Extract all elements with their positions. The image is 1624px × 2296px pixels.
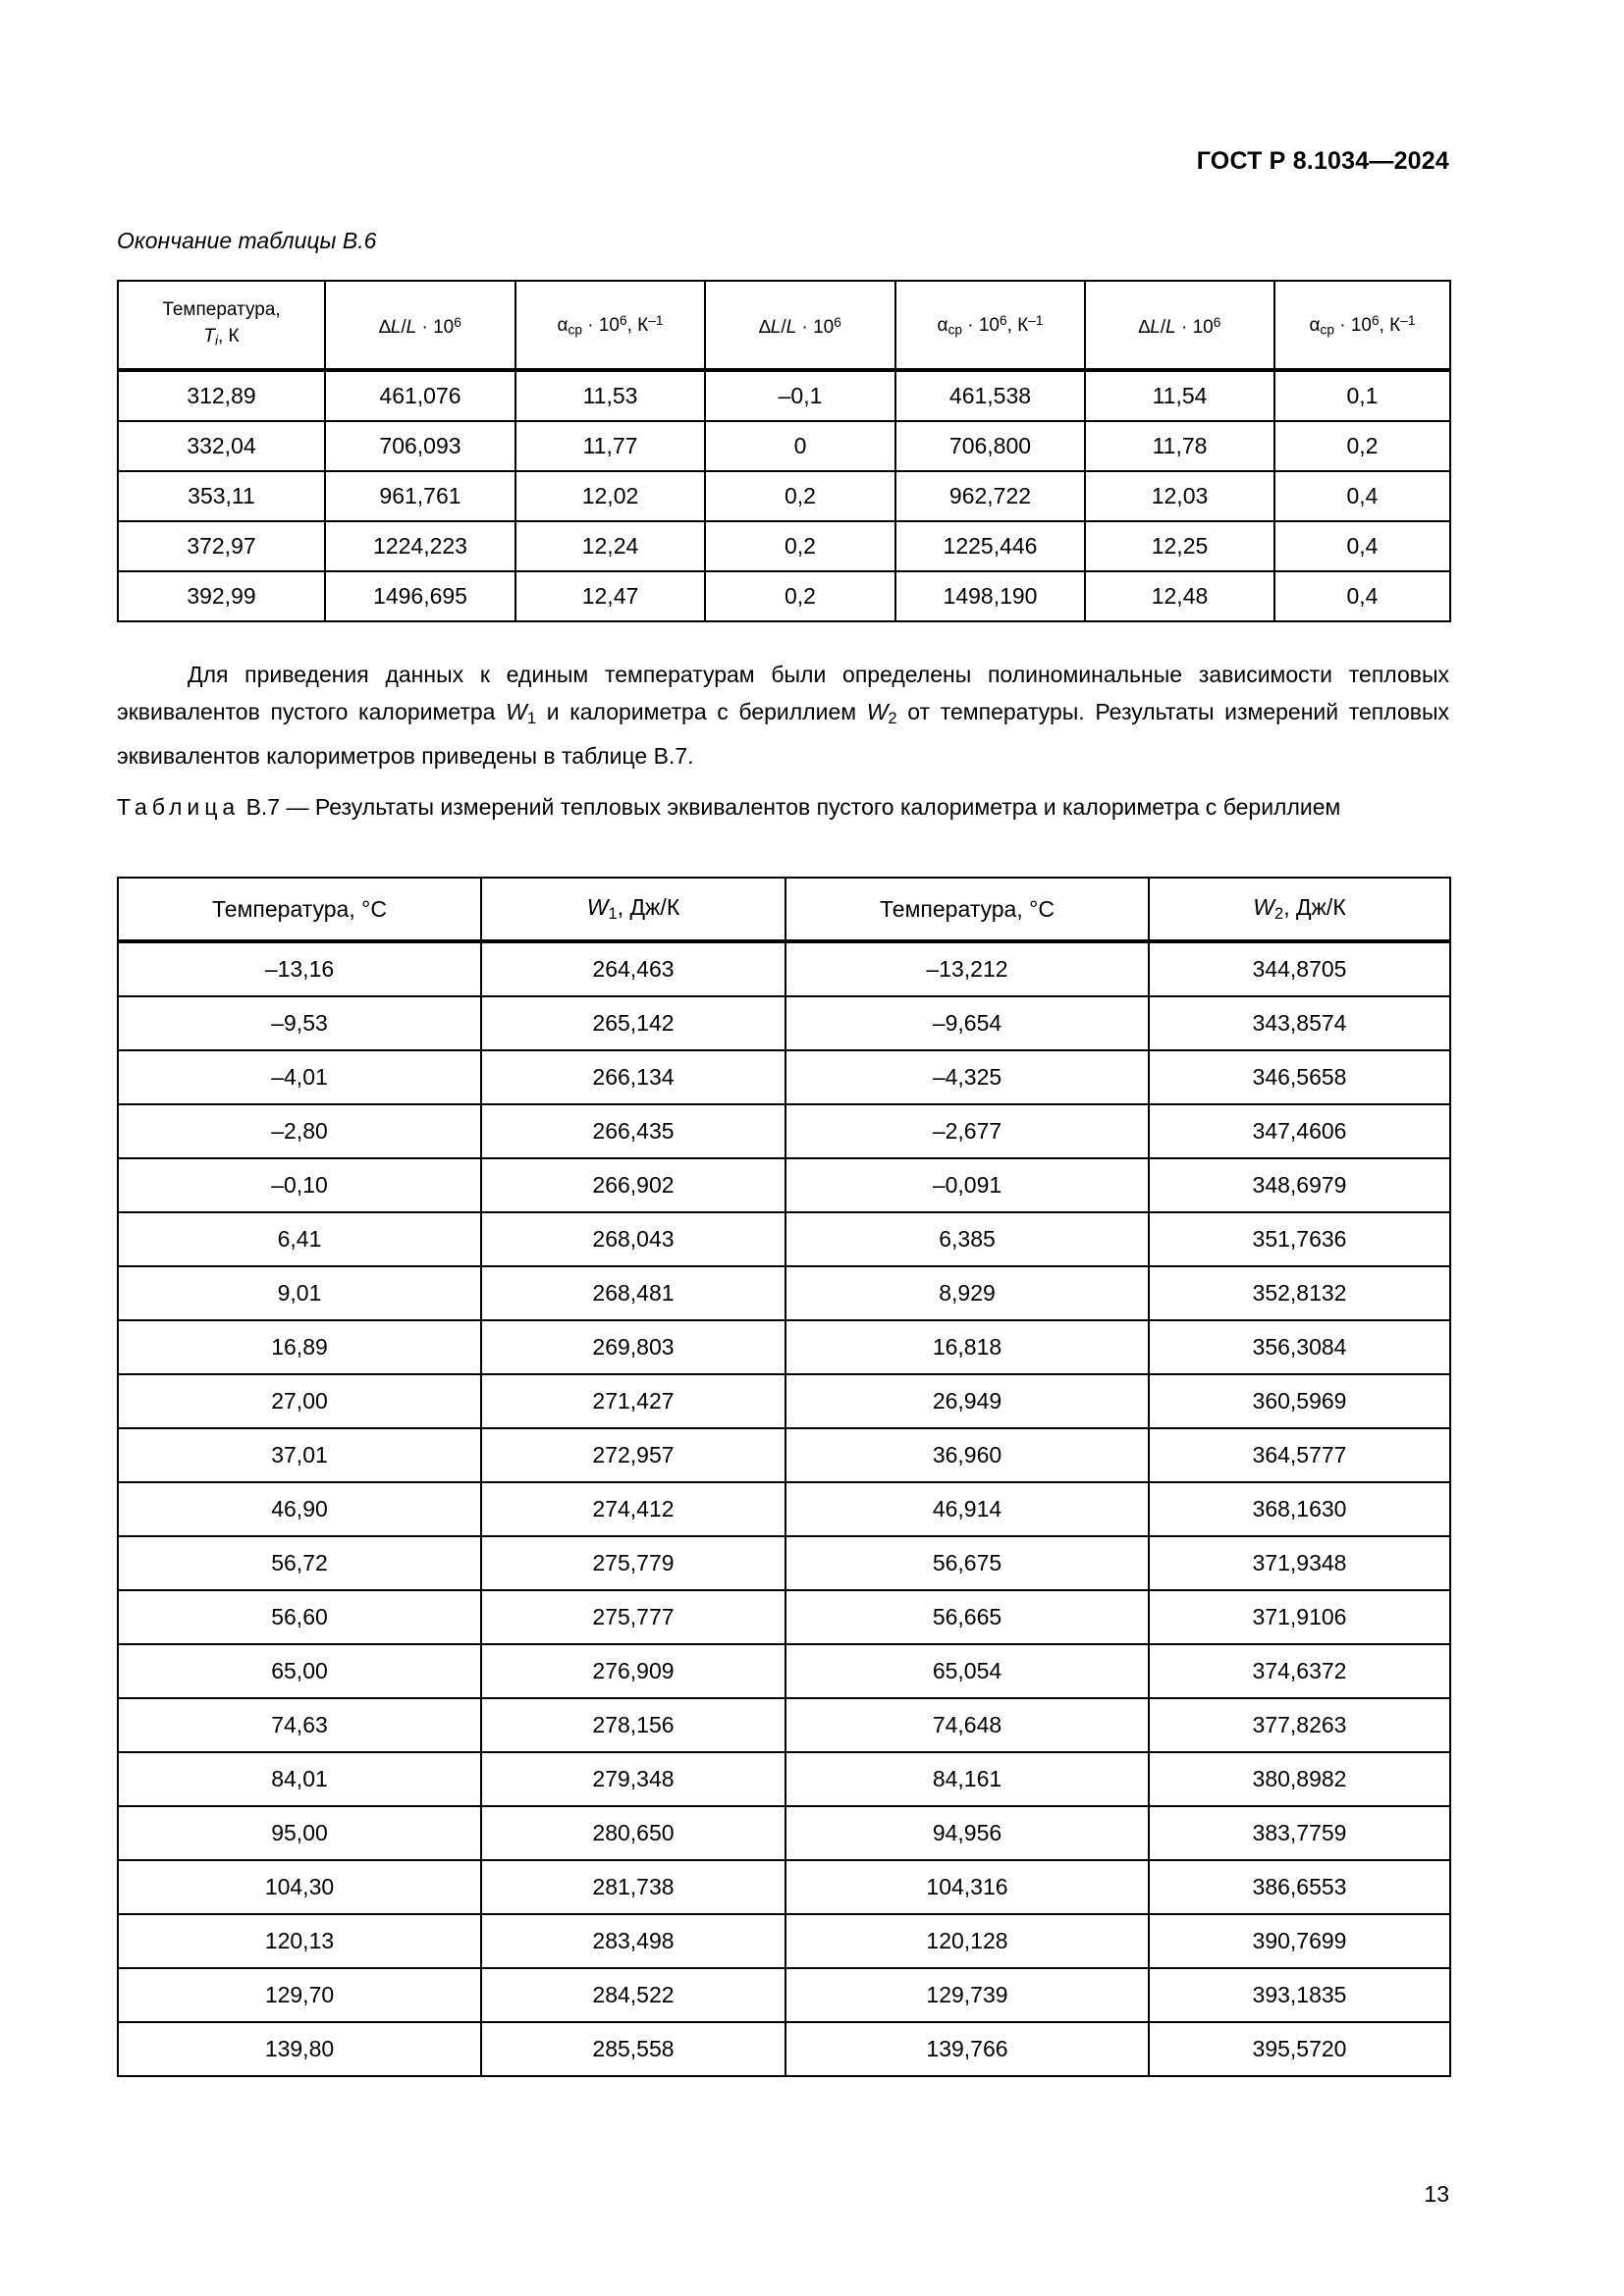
table-cell: –9,654 (785, 996, 1149, 1050)
table-cell: –2,677 (785, 1104, 1149, 1158)
table-cell: 65,054 (785, 1644, 1149, 1698)
table-cell: 275,777 (481, 1590, 785, 1644)
header-w2: $W_2$, Дж/К (1149, 878, 1450, 941)
table-cell: –4,325 (785, 1050, 1149, 1104)
table-row (118, 421, 1450, 471)
table-cell: 139,766 (785, 2022, 1149, 2076)
table-cell: 269,803 (481, 1320, 785, 1374)
header-dl-l: $\Delta L/L \cdot 10^6$ (705, 281, 895, 370)
table-cell: 276,909 (481, 1644, 785, 1698)
table-b7-caption-text: В.7 — Результаты измерений тепловых эквивалентов пустого калориметра и калориметра с бериллием (240, 794, 1341, 820)
table-cell: 0,2 (705, 521, 895, 571)
table-cell: 84,01 (118, 1752, 481, 1806)
table-cell: 74,63 (118, 1698, 481, 1752)
table-cell: 347,4606 (1149, 1104, 1450, 1158)
table-cell: 271,427 (481, 1374, 785, 1428)
table-cell: 343,8574 (1149, 996, 1450, 1050)
table-row (118, 1806, 1450, 1860)
table-row (118, 1374, 1450, 1428)
table-cell: 16,818 (785, 1320, 1149, 1374)
table-row (118, 1536, 1450, 1590)
table-cell: 0,4 (1274, 471, 1450, 521)
table-cell: 120,13 (118, 1914, 481, 1968)
table-cell: 56,665 (785, 1590, 1149, 1644)
table-cell: 268,043 (481, 1212, 785, 1266)
header-alpha: $\alpha_{ср} \cdot 10^6$, $К^{-1}$ (1274, 281, 1450, 370)
table-cell: 46,90 (118, 1482, 481, 1536)
table-row (118, 1644, 1450, 1698)
table-row (118, 1320, 1450, 1374)
paragraph-text: от температуры. Результаты измерений тепловых эквивалентов калориметров приведены в таблице В.7. (117, 699, 1449, 770)
table-cell: 281,738 (481, 1860, 785, 1914)
table-b6 (117, 280, 1451, 622)
table-row (118, 1752, 1450, 1806)
header-alpha: $\alpha_{ср} \cdot 10^6$, $К^{-1}$ (895, 281, 1085, 370)
table-b7-caption (117, 788, 1449, 826)
table-cell: 332,04 (118, 421, 325, 471)
table-cell: 390,7699 (1149, 1914, 1450, 1968)
table-cell: 278,156 (481, 1698, 785, 1752)
table-cell: 16,89 (118, 1320, 481, 1374)
table-cell: 12,03 (1085, 471, 1274, 521)
table-cell: 706,800 (895, 421, 1085, 471)
table-cell: 344,8705 (1149, 941, 1450, 996)
table-cell: 12,24 (515, 521, 705, 571)
table-cell: 372,97 (118, 521, 325, 571)
table-row (118, 1590, 1450, 1644)
table-cell: 94,956 (785, 1806, 1149, 1860)
table-cell: 348,6979 (1149, 1158, 1450, 1212)
table-cell: 961,761 (325, 471, 515, 521)
table-row (118, 1482, 1450, 1536)
table-b6-header-row (118, 281, 1450, 370)
table-cell: 65,00 (118, 1644, 481, 1698)
table-cell: 12,48 (1085, 571, 1274, 621)
table-row (118, 1158, 1450, 1212)
table-cell: 0,4 (1274, 571, 1450, 621)
table-cell: 386,6553 (1149, 1860, 1450, 1914)
table-cell: 139,80 (118, 2022, 481, 2076)
table-cell: 346,5658 (1149, 1050, 1450, 1104)
table-cell: 962,722 (895, 471, 1085, 521)
header-dl-l: $\Delta L/L \cdot 10^6$ (1085, 281, 1274, 370)
table-cell: 285,558 (481, 2022, 785, 2076)
table-row (118, 1104, 1450, 1158)
table-row (118, 471, 1450, 521)
table-cell: 268,481 (481, 1266, 785, 1320)
table-cell: 374,6372 (1149, 1644, 1450, 1698)
header-dl-l: $\Delta L/L \cdot 10^6$ (325, 281, 515, 370)
table-b6-caption: Окончание таблицы В.6 (117, 228, 377, 253)
table-cell: 6,41 (118, 1212, 481, 1266)
table-cell: 383,7759 (1149, 1806, 1450, 1860)
header-temperature-c: Температура, °С (785, 878, 1149, 941)
table-cell: 0,2 (705, 471, 895, 521)
table-cell: 351,7636 (1149, 1212, 1450, 1266)
table-cell: 129,739 (785, 1968, 1149, 2022)
table-cell: 1225,446 (895, 521, 1085, 571)
table-row (118, 2022, 1450, 2076)
table-cell: –2,80 (118, 1104, 481, 1158)
table-cell: 95,00 (118, 1806, 481, 1860)
table-cell: 352,8132 (1149, 1266, 1450, 1320)
table-row (118, 941, 1450, 996)
table-cell: 266,134 (481, 1050, 785, 1104)
table-cell: 283,498 (481, 1914, 785, 1968)
table-cell: 274,412 (481, 1482, 785, 1536)
table-cell: 46,914 (785, 1482, 1149, 1536)
table-cell: 36,960 (785, 1428, 1149, 1482)
body-paragraph: Для приведения данных к единым температурам были определены полиноминальные зависимости тепловых эквивалентов пустого калориметра $W_1$ и калориметра с бериллием $W_2$ от температуры. Результаты измерений тепловых эквивалентов калориметров приведены в таблице В.7. (117, 662, 1449, 770)
table-cell: 266,435 (481, 1104, 785, 1158)
table-cell: –0,091 (785, 1158, 1149, 1212)
table-cell: 393,1835 (1149, 1968, 1450, 2022)
table-cell: 265,142 (481, 996, 785, 1050)
table-cell: 364,5777 (1149, 1428, 1450, 1482)
table-cell: –13,16 (118, 941, 481, 996)
table-cell: 356,3084 (1149, 1320, 1450, 1374)
table-cell: 8,929 (785, 1266, 1149, 1320)
table-cell: –9,53 (118, 996, 481, 1050)
table-cell: 104,316 (785, 1860, 1149, 1914)
table-cell: 1224,223 (325, 521, 515, 571)
table-cell: 104,30 (118, 1860, 481, 1914)
paragraph-text: Для приведения данных к единым температурам были определены полиноминальные зависимости тепловых эквивалентов пустого калориметра (117, 662, 1449, 724)
table-cell: 284,522 (481, 1968, 785, 2022)
table-cell: –4,01 (118, 1050, 481, 1104)
table-row (118, 1968, 1450, 2022)
header-temperature: Температура, $T_i$, К (118, 281, 325, 370)
table-row (118, 1212, 1450, 1266)
table-cell: 461,538 (895, 370, 1085, 421)
table-cell: 12,02 (515, 471, 705, 521)
table-cell: 380,8982 (1149, 1752, 1450, 1806)
table-cell: –0,10 (118, 1158, 481, 1212)
table-cell: 371,9106 (1149, 1590, 1450, 1644)
table-cell: 1496,695 (325, 571, 515, 621)
table-row (118, 1698, 1450, 1752)
table-cell: 6,385 (785, 1212, 1149, 1266)
table-cell: 0 (705, 421, 895, 471)
table-cell: 11,77 (515, 421, 705, 471)
table-cell: 266,902 (481, 1158, 785, 1212)
table-row (118, 521, 1450, 571)
table-b7-header-row (118, 878, 1450, 941)
table-cell: 706,093 (325, 421, 515, 471)
table-cell: 279,348 (481, 1752, 785, 1806)
table-cell: 11,78 (1085, 421, 1274, 471)
table-cell: 11,54 (1085, 370, 1274, 421)
table-cell: 272,957 (481, 1428, 785, 1482)
table-cell: 275,779 (481, 1536, 785, 1590)
table-cell: 26,949 (785, 1374, 1149, 1428)
table-cell: 12,25 (1085, 521, 1274, 571)
table-cell: 280,650 (481, 1806, 785, 1860)
table-cell: 392,99 (118, 571, 325, 621)
table-cell: 0,4 (1274, 521, 1450, 571)
table-row (118, 370, 1450, 421)
table-row (118, 1266, 1450, 1320)
table-cell: 0,1 (1274, 370, 1450, 421)
table-b7 (117, 877, 1451, 2077)
header-temperature-c: Температура, °С (118, 878, 481, 941)
table-row (118, 996, 1450, 1050)
table-cell: –13,212 (785, 941, 1149, 996)
table-cell: 129,70 (118, 1968, 481, 2022)
table-cell: 0,2 (705, 571, 895, 621)
table-cell: 461,076 (325, 370, 515, 421)
table-cell: 84,161 (785, 1752, 1149, 1806)
page-number: 13 (1424, 2181, 1449, 2207)
table-cell: 37,01 (118, 1428, 481, 1482)
table-cell: 56,675 (785, 1536, 1149, 1590)
table-b7-caption-label: Таблица (117, 794, 241, 820)
table-row (118, 1428, 1450, 1482)
table-cell: 120,128 (785, 1914, 1149, 1968)
table-cell: 0,2 (1274, 421, 1450, 471)
header-alpha: $\alpha_{ср} \cdot 10^6$, $К^{-1}$ (515, 281, 705, 370)
table-row (118, 1050, 1450, 1104)
paragraph-text: и калориметра с бериллием (536, 699, 867, 724)
table-cell: 377,8263 (1149, 1698, 1450, 1752)
table-cell: 360,5969 (1149, 1374, 1450, 1428)
table-cell: 56,60 (118, 1590, 481, 1644)
header-w1: $W_1$, Дж/К (481, 878, 785, 941)
table-cell: 264,463 (481, 941, 785, 996)
table-cell: 11,53 (515, 370, 705, 421)
table-cell: 368,1630 (1149, 1482, 1450, 1536)
table-cell: 312,89 (118, 370, 325, 421)
table-cell: 353,11 (118, 471, 325, 521)
document-id: ГОСТ Р 8.1034—2024 (1196, 147, 1449, 175)
table-cell: –0,1 (705, 370, 895, 421)
table-cell: 27,00 (118, 1374, 481, 1428)
table-cell: 74,648 (785, 1698, 1149, 1752)
table-cell: 395,5720 (1149, 2022, 1450, 2076)
table-row (118, 1914, 1450, 1968)
table-cell: 9,01 (118, 1266, 481, 1320)
table-row (118, 1860, 1450, 1914)
table-cell: 1498,190 (895, 571, 1085, 621)
table-row (118, 571, 1450, 621)
table-cell: 12,47 (515, 571, 705, 621)
table-cell: 56,72 (118, 1536, 481, 1590)
table-cell: 371,9348 (1149, 1536, 1450, 1590)
